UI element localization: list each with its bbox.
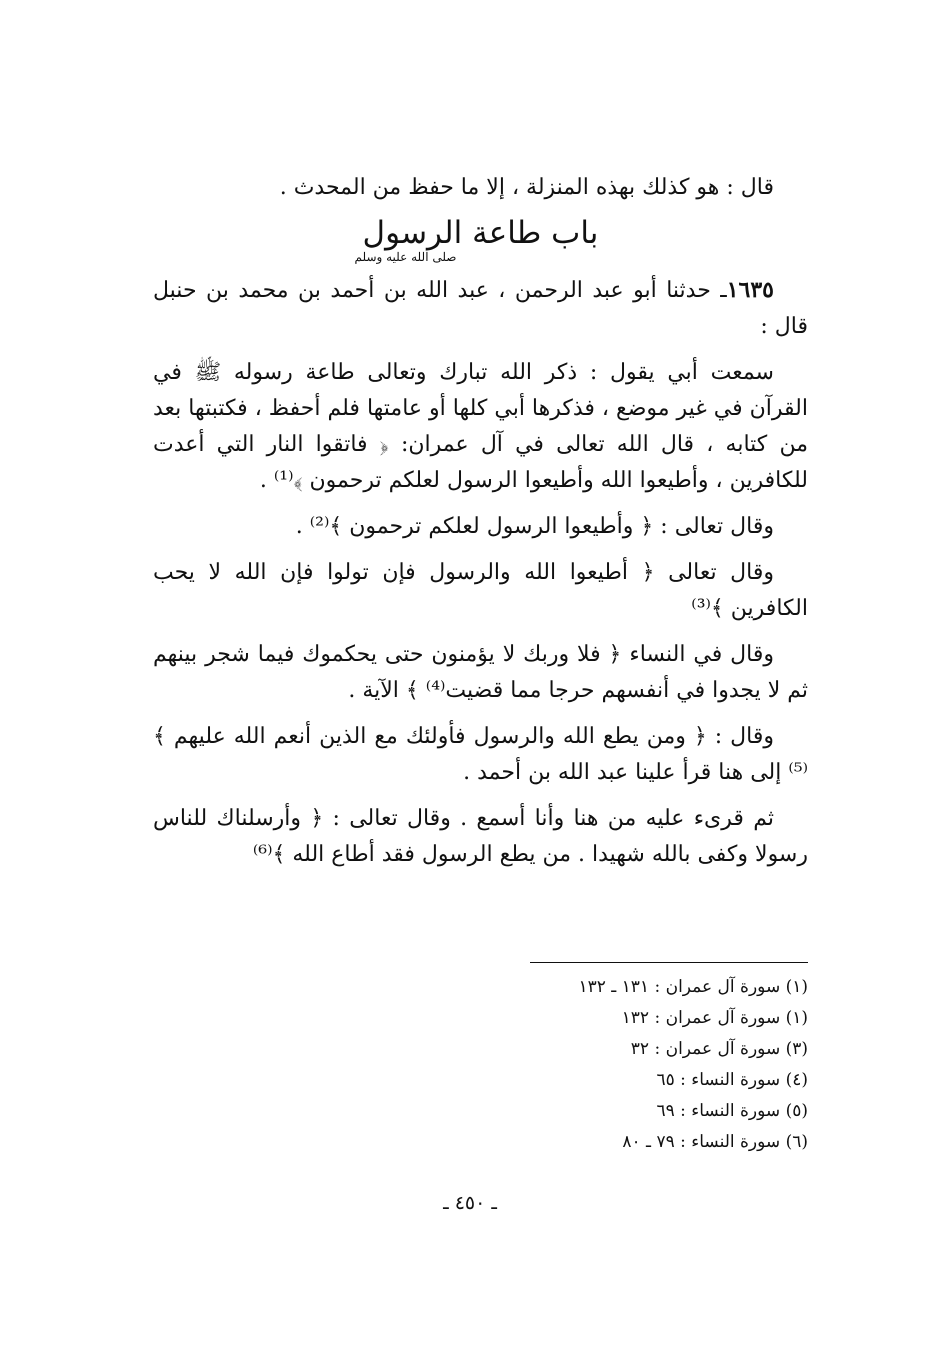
footnote-item: (١) سورة آل عمران : ١٣١ ـ ١٣٢ (578, 977, 808, 997)
main-text (153, 170, 808, 883)
footnote-item: (١) سورة آل عمران : ١٣٢ (621, 1008, 808, 1028)
footnote-item: (٥) سورة النساء : ٦٩ (656, 1101, 808, 1121)
paragraph-verse-3: وقال تعالى ﴿ أطيعوا الله والرسول فإن تولوا فإن الله لا يحب الكافرين ﴾⁽³⁾ (153, 560, 808, 621)
paragraph-verse-2: وقال تعالى : ﴿ وأطيعوا الرسول لعلكم ترحمون ﴾⁽²⁾ . (295, 514, 774, 539)
paragraph-opening: قال : هو كذلك بهذه المنزلة ، إلا ما حفظ من المحدث . (279, 175, 774, 200)
chapter-honorific: صلى الله عليه وسلم (354, 250, 457, 264)
paragraph-verse-5: وقال : ﴿ ومن يطع الله والرسول فأولئك مع الذين أنعم الله عليهم ﴾⁽⁵⁾ إلى هنا قرأ علينا عبد الله بن أحمد . (153, 724, 808, 785)
footnote-divider (530, 962, 808, 963)
footnote-item: (٤) سورة النساء : ٦٥ (656, 1070, 808, 1090)
footnotes-list (408, 972, 808, 1158)
hadith-intro (153, 272, 808, 345)
hadith-number: ١٦٣٥ (726, 277, 774, 303)
paragraph-narration: سمعت أبي يقول : ذكر الله تبارك وتعالى طاعة رسوله ﷺ في القرآن في غير موضع ، فذكرها أبي كلها أو عامتها فلم أحفظ ، فكتبتها بعد من كتابه ، قال الله تعالى في آل عمران: ﴿ فاتقوا النار التي أعدت للكافرين ، وأطيعوا الله وأطيعوا الرسول لعلكم ترحمون ﴾⁽¹⁾ . (153, 360, 808, 493)
paragraph-verse-6: ثم قرىء عليه من هنا وأنا أسمع . وقال تعالى : ﴿ وأرسلناك للناس رسولا وكفى بالله شهيدا . من يطع الرسول فقد أطاع الله ﴾⁽⁶⁾ (153, 806, 808, 867)
chapter-heading (153, 216, 808, 264)
footnote-item: (٦) سورة النساء : ٧٩ ـ ٨٠ (622, 1132, 808, 1152)
hadith-intro-text: ـ حدثنا أبو عبد الرحمن ، عبد الله بن أحمد بن محمد بن حنبل قال : (153, 278, 808, 339)
page-number: ـ ٤٥٠ ـ (443, 1192, 497, 1214)
paragraph-verse-4: وقال في النساء ﴿ فلا وربك لا يؤمنون حتى يحكموك فيما شجر بينهم ثم لا يجدوا في أنفسهم حرجا مما قضيت⁽⁴⁾ ﴾ الآية . (153, 642, 808, 703)
footnote-item: (٣) سورة آل عمران : ٣٢ (630, 1039, 808, 1059)
chapter-title: باب طاعة الرسول (362, 215, 599, 251)
